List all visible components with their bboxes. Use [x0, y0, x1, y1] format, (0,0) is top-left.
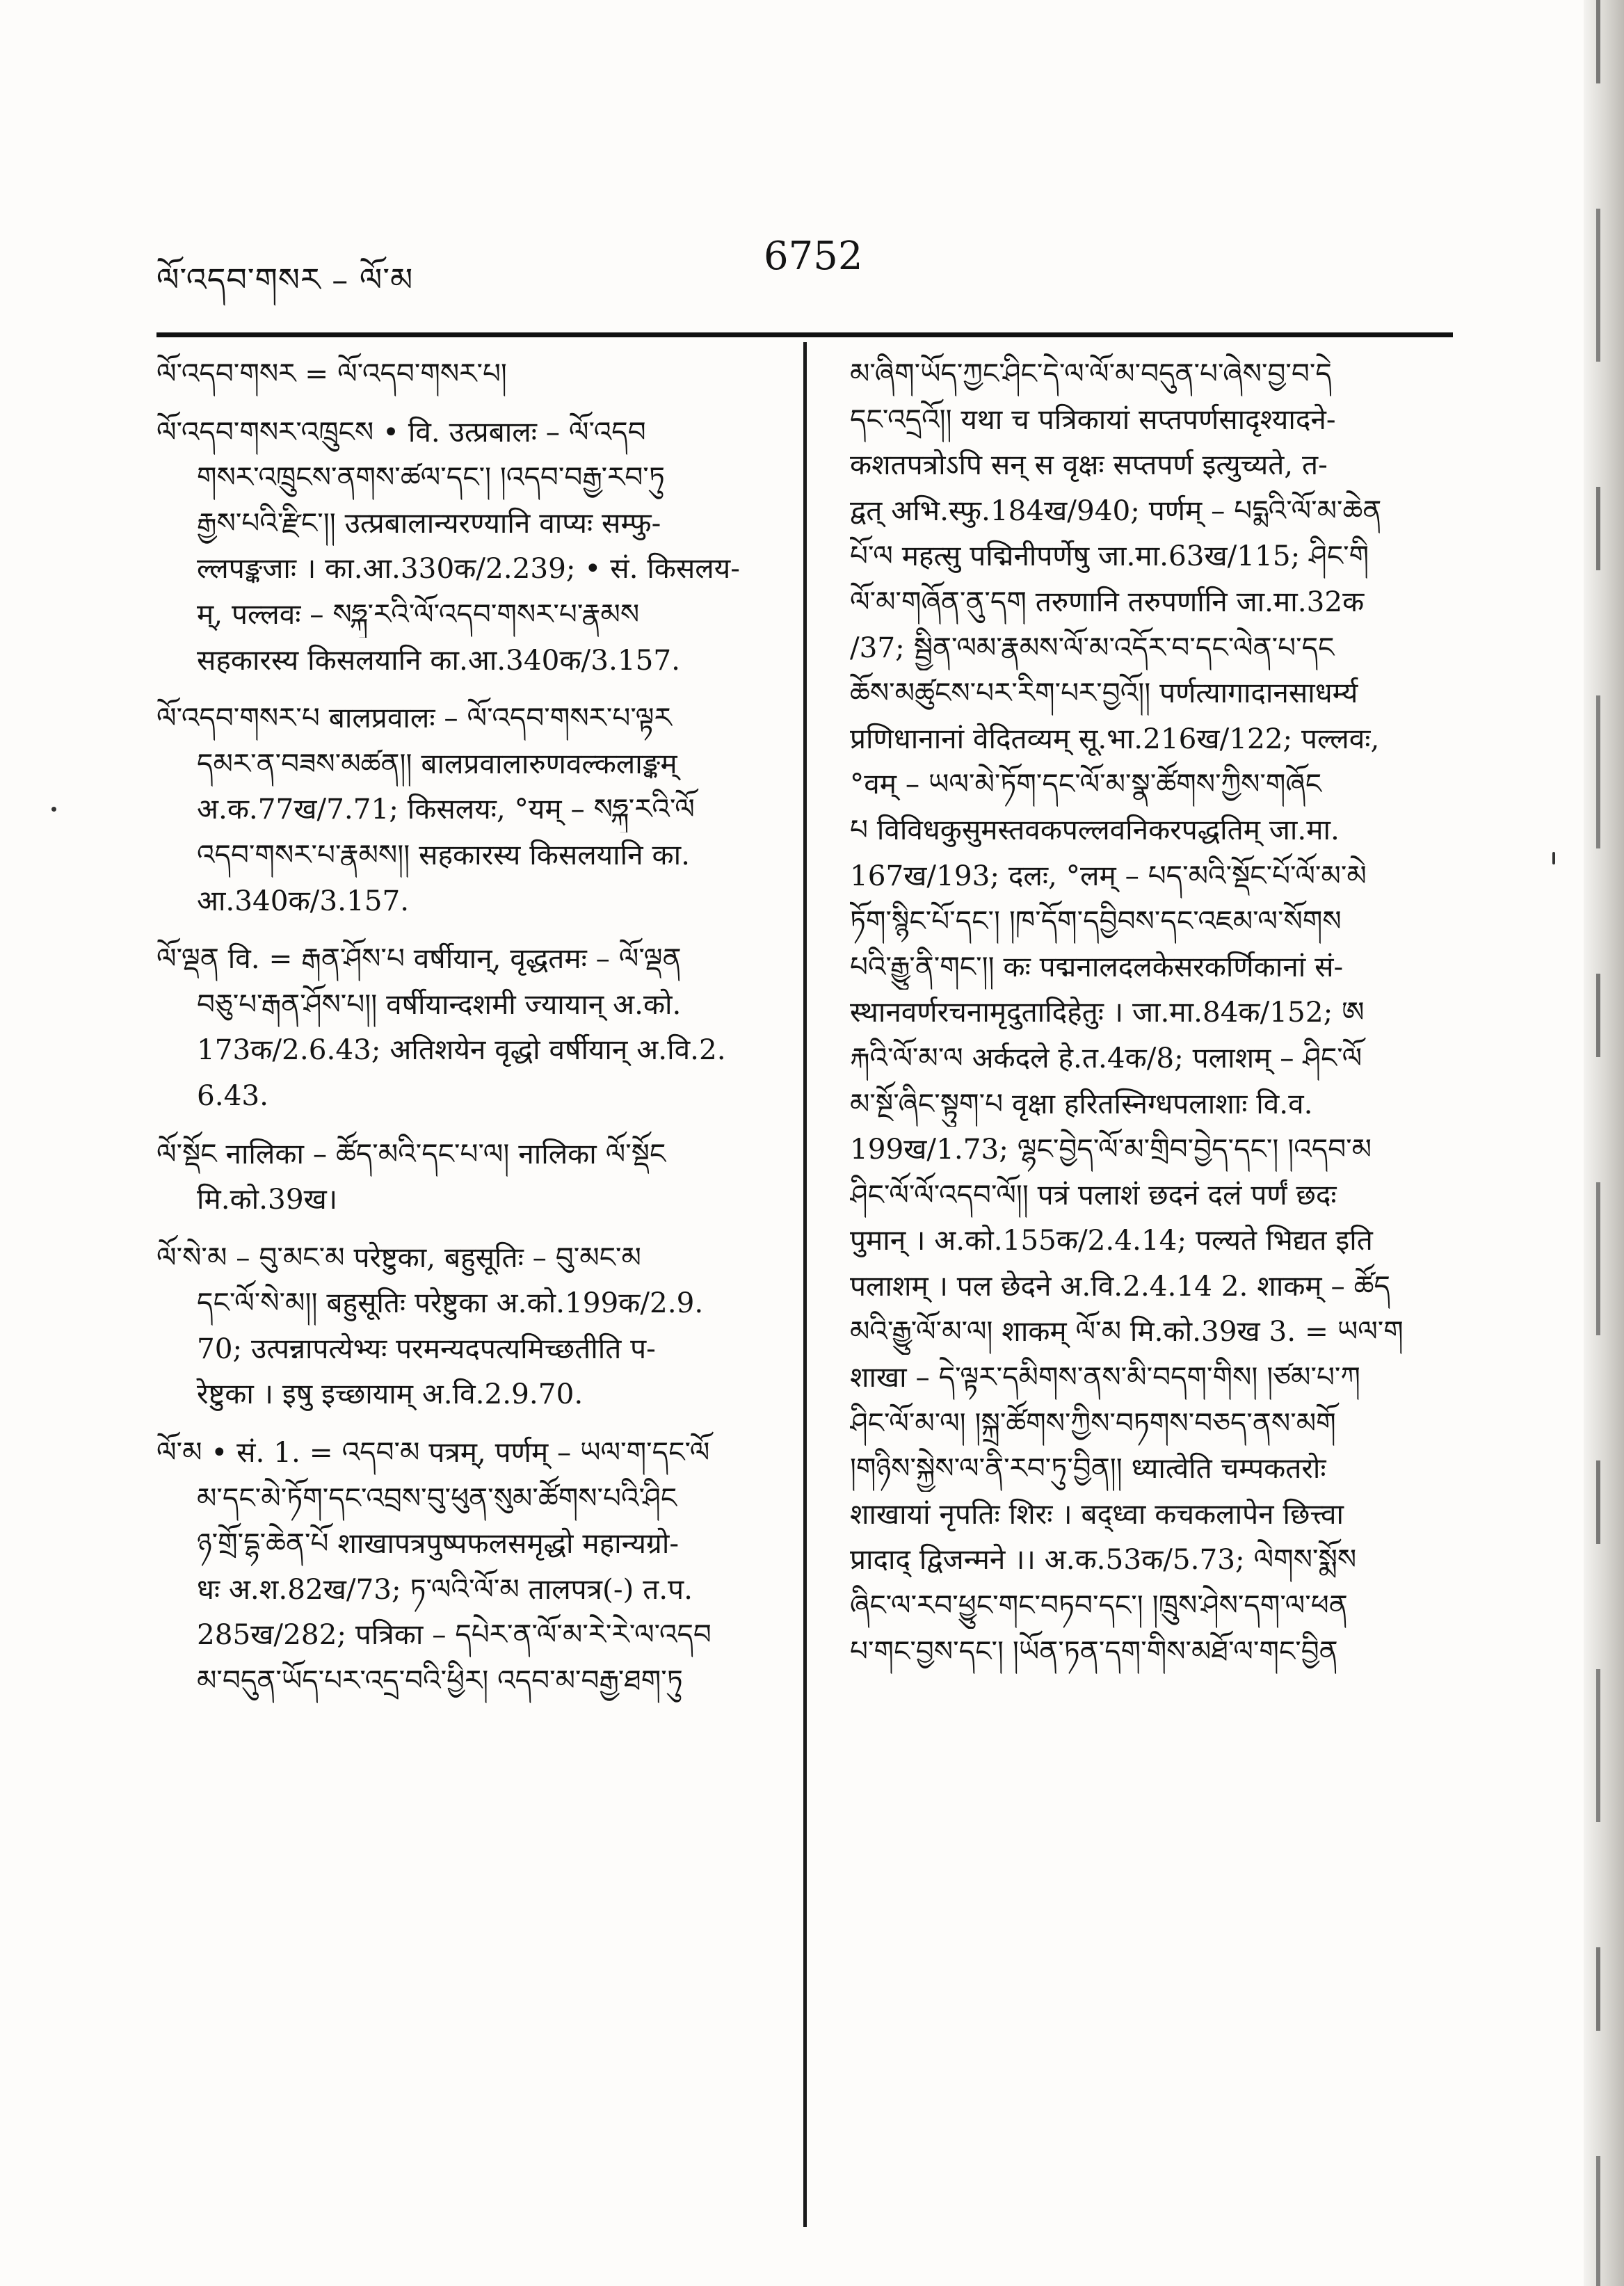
entry-text-line: མ་བདུན་ཡོད་པར་འདྲ་བའི་ཕྱིར། འདབ་མ་བརྒྱ་ཐག་ཏུ [197, 1664, 683, 1698]
right-column [850, 351, 1462, 1687]
entry-text-line: पलाशम् । पल छेदने अ.वि.2.4.14 2. शाकम् – ཚོད [850, 1269, 1390, 1303]
entry-text-line: कशतपत्रोऽपि सन् स वृक्षः सप्तपर्ण इत्युच्यते, त- [850, 448, 1328, 482]
entry-text-line: ཤིང་ལོ་ལོ་འདབ་ལོ།། पत्रं पलाशं छदनं दलं पर्णं छदः [850, 1177, 1337, 1212]
entry-text-line: ཆོས་མཚུངས་པར་རིག་པར་བྱའོ།། पर्णत्यागादानसाधर्म्य [850, 676, 1358, 710]
entry-text-line: 285ख/282; पत्रिका – དཔེར་ན་ལོ་མ་རེ་རེ་ལ་འདབ [197, 1618, 711, 1652]
entry-headword-line: ལོ་སེ་མ – བུ་མང་མ परेष्टुका, बहुसूतिः – བུ་མང་མ [156, 1240, 641, 1274]
entry-text-line: म्, पल्लवः – སཧྐཱ་རའི་ལོ་འདབ་གསར་པ་རྣམས [197, 597, 640, 631]
dictionary-entry [156, 695, 782, 924]
entry-text-line: ཉ་གྲོ་དྷ་ཆེན་པོ शाखापत्रपुष्पफलसमृद्धो महान्यग्रो- [197, 1527, 680, 1561]
dictionary-entry [156, 1235, 782, 1417]
entry-text-line: གསར་འཁྲུངས་ནགས་ཚལ་དང་། །འདབ་བརྒྱ་རབ་ཏུ [197, 460, 665, 494]
running-head: ལོ་འདབ་གསར – ལོ་མ [156, 261, 414, 298]
dictionary-entry [156, 936, 782, 1118]
page-number: 6752 [764, 234, 863, 279]
entry-text-line: པའི་རྒྱུ་ནི་གང་།། कः पद्मनालदलकेसरकर्णिकानां सं- [850, 949, 1344, 983]
entry-text-line: सहकारस्य किसलयानि का.आ.340क/3.157. [197, 643, 681, 677]
entry-text-line: མ་ཞིག་ཡོད་ཀྱང་ཤིང་དེ་ལ་ལོ་མ་བདུན་པ་ཞེས་བྱ་བ་དེ [850, 357, 1332, 390]
entry-text-line: शाखायां नृपतिः शिरः । बद्ध्वा कचकलापेन छित्त्वा [850, 1497, 1344, 1531]
entry-headword-line: ལོ་མ • सं. 1. = འདབ་མ पत्रम्, पर्णम् – ཡལ་ག་དང་ལོ [156, 1435, 710, 1470]
entry-text-line: °वम् – ཡལ་མེ་ཏོག་དང་ལོ་མ་སྣ་ཚོགས་ཀྱིས་གཞོང [850, 767, 1322, 801]
entry-text-line: འདབ་གསར་པ་རྣམས།། सहकारस्य किसलयानि का. [197, 837, 690, 871]
entry-text-line: 173क/2.6.43; अतिशयेन वृद्धो वर्षीयान् अ.वि.2. [197, 1033, 726, 1067]
entry-text-line: ཞིང་ལ་རབ་ཕྱུང་གང་བཏབ་དང་། །ཁྲུས་ཤེས་དག་ལ་ཕན [850, 1588, 1348, 1623]
entry-headword-line: ལོ་འདབ་གསར་པ बालप्रवालः – ལོ་འདབ་གསར་པ་ལྟར [156, 701, 672, 735]
entry-text-line: शाखा – དེ་ལྟར་དམིགས་ནས་མི་བདག་གིས། །ཙམ་པ་ཀ [850, 1360, 1360, 1394]
entry-text-line: བཅུ་པ་རྒན་ཤོས་པ།། वर्षीयान्दशमी ज्यायान् अ.को. [197, 987, 682, 1021]
entry-text-line: རྒྱས་པའི་རྫིང་།། उत्प्रबालान्यरण्यानि वाप्यः सम्फु- [197, 506, 661, 540]
scan-binding-edge [1584, 0, 1624, 2286]
entry-text-line: ཏོག་སྙིང་པོ་དང་། །ཁ་དོག་དབྱིབས་དང་འཇམ་ལ་སོགས [850, 904, 1342, 938]
entry-text-line: དམར་ན་བཟས་མཚན།། बालप्रवालारुणवल्कलाङ्कम् [197, 746, 677, 780]
entry-text-line: དང་ལོ་སེ་མ།། बहुसूतिः परेष्टुका अ.को.199क/2.9. [197, 1286, 704, 1320]
entry-text-line: /37; སྦྱིན་ལམ་རྣམས་ལོ་མ་འདོར་བ་དང་ལེན་པ་དང [850, 630, 1335, 664]
dictionary-entry [156, 351, 782, 397]
entry-text-line: द्वत् अभि.स्फु.184ख/940; पर्णम् – པདྨའི་ལོ་མ་ཆེན [850, 493, 1382, 527]
entry-text-line: आ.340क/3.157. [197, 883, 410, 917]
entry-headword-line: ལོ་འདབ་གསར = ལོ་འདབ་གསར་པ། [156, 357, 507, 390]
entry-text-line: प्रणिधानानां वेदितव्यम् सू.भा.216ख/122; पल्लवः, [850, 721, 1380, 755]
entry-text-line: རྐའི་ལོ་མ་ལ अर्कदले हे.त.4क/8; पलाशम् – ཤིང་ལོ [850, 1040, 1362, 1074]
dictionary-entry [850, 351, 1462, 1674]
entry-text-line: 167ख/193; दलः, °लम् – པད་མའི་སྡོང་པོ་ལོ་མ་མེ [850, 858, 1367, 892]
entry-text-line: स्थानवर्णरचनामृदुतादिहेतुः । जा.मा.84क/152; ཨ [850, 995, 1365, 1029]
entry-text-line: ཤིང་ལོ་མ་ལ། །སྐྲ་ཚོགས་ཀྱིས་བཏགས་བཅད་ནས་མགོ [850, 1406, 1336, 1440]
entry-text-line: ल्लपङ्कजाः । का.आ.330क/2.239; • सं. किसलय- [197, 552, 740, 586]
entry-text-line: མ་སྔོ་ཞིང་སྟུག་པ वृक्षा हरितस्निग्धपलाशाः वि.व. [850, 1086, 1313, 1120]
entry-text-line: མའི་རྒྱུ་ལོ་མ་ལ། शाकम् ལོ་མ मि.को.39ख 3. = ཡལ་ག [850, 1314, 1404, 1349]
entry-headword-line: ལོ་འདབ་གསར་འཁྲུངས • वि. उत्प्रबालः – ལོ་འདབ [156, 414, 646, 449]
dictionary-entry [156, 410, 782, 684]
entry-text-line: रेष्टुका । इषु इच्छायाम् अ.वि.2.9.70. [197, 1377, 584, 1411]
entry-text-line: मि.को.39ख। [197, 1182, 338, 1216]
header-rule [156, 332, 1453, 337]
entry-text-line: པོ་ལ महत्सु पद्मिनीपर्णेषु जा.मा.63ख/115; ཤིང་གི [850, 539, 1369, 573]
left-column [156, 351, 782, 1716]
scan-speck [51, 807, 56, 812]
entry-text-line: 70; उत्पन्नापत्येभ्यः परमन्यदपत्यमिच्छतीति प- [197, 1331, 656, 1365]
dictionary-entry [156, 1430, 782, 1704]
entry-headword-line: ལོ་ལྡན वि. = རྒན་ཤོས་པ वर्षीयान्, वृद्धतमः – ལོ་ལྡན [156, 942, 682, 976]
scan-speck [1552, 852, 1555, 864]
entry-text-line: 199ख/1.73; ལྷང་བྱེད་ལོ་མ་གྲིབ་བྱེད་དང་། །འདབ་མ [850, 1132, 1372, 1166]
entry-text-line: མ་དང་མེ་ཏོག་དང་འབྲས་བུ་ཕུན་སུམ་ཚོགས་པའི་ཤིང [197, 1481, 677, 1515]
column-divider [803, 342, 807, 2227]
entry-headword-line: ལོ་སྡོང नालिका – ཚོད་མའི་དང་པ་ལ། नालिका ལོ་སྡོང [156, 1136, 666, 1170]
entry-text-line: पुमान् । अ.को.155क/2.4.14; पल्यते भिद्यत इति [850, 1223, 1373, 1257]
entry-text-line: པ་གང་བྱས་དང་། །ཡོན་ཏན་དག་གིས་མཐོ་ལ་གང་བྱིན [850, 1634, 1338, 1668]
entry-text-line: प्रादाद् द्विजन्मने ।। अ.क.53क/5.73; ལེགས་སྨོས [850, 1543, 1357, 1577]
entry-text-line: धः अ.श.82ख/73; ཏ་ལའི་ལོ་མ तालपत्र(-) त.प. [197, 1572, 693, 1606]
dictionary-entry [156, 1132, 782, 1223]
entry-text-line: अ.क.77ख/7.71; किसलयः, °यम् – སཧྐཱ་རའི་ལོ [197, 792, 695, 826]
entry-text-line: དང་འདྲའོ།། यथा च पत्रिकायां सप्तपर्णसादृश्यादने- [850, 402, 1336, 436]
entry-text-line: པ विविधकुसुमस्तवकपल्लवनिकरपद्धतिम् जा.मा. [850, 812, 1340, 846]
entry-text-line: 6.43. [197, 1078, 269, 1112]
entry-text-line: ལོ་མ་གཞོན་ནུ་དག तरुणानि तरुपर्णानि जा.मा.32क [850, 584, 1365, 618]
entry-text-line: །གཉིས་སྐྱེས་ལ་ནི་རབ་ཏུ་བྱིན།། ध्यात्वेति चम्पकतरोः [850, 1451, 1326, 1486]
